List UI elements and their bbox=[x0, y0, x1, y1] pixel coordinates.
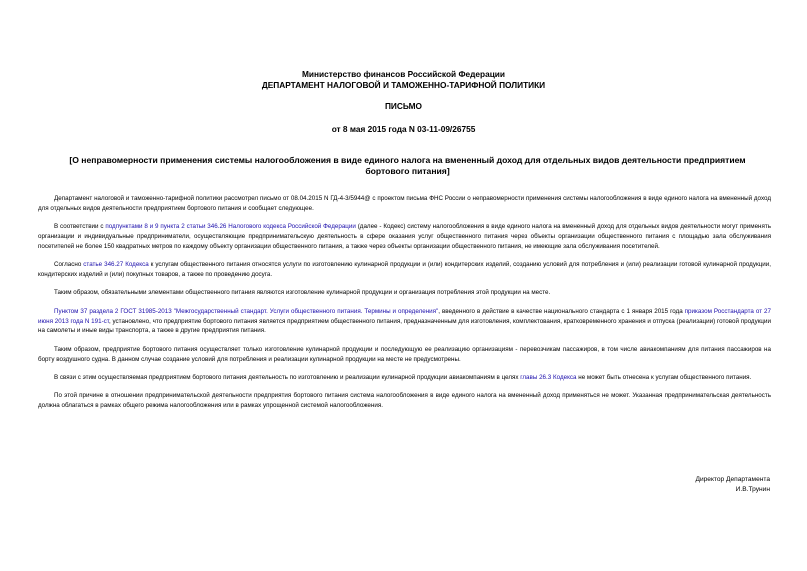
department-name: ДЕПАРТАМЕНТ НАЛОГОВОЙ И ТАМОЖЕННО-ТАРИФНОЙ ПОЛИТИКИ bbox=[261, 80, 546, 90]
paragraph-2: В соответствии с подпунктами 8 и 9 пункта 2 статьи 346.26 Налогового кодекса Российской Федерации (далее - Кодекс) систему налогообложения в виде единого налога на вмененный доход для отдельных видов деятельности могут применять организации и индивидуальные предприниматели, осуществляющие предпринимательскую деятельность в сфере оказания услуг общественного питания через объекты организации общественного питания с площадью зала обслуживания посетителей не более 150 квадратных метров по каждому объекту организации общественного питания, а также через объекты организации общественного питания, не имеющие зала обслуживания посетителей. bbox=[38, 223, 771, 250]
paragraph-1: Департамент налоговой и таможенно-тарифной политики рассмотрел письмо от 08.04.2015 N ГД-4-3/5944@ с проектом письма ФНС России о неправомерности применения системы налогообложения в виде единого налога на вмененный доход для отдельных видов деятельности предприятием бортового питания и сообщает следующее. bbox=[38, 195, 771, 212]
document-header bbox=[0, 69, 807, 91]
signatory-name: И.В.Трунин bbox=[735, 486, 770, 494]
tax-code-chapter-26-3-link[interactable]: главы 26.3 Кодекса bbox=[520, 373, 577, 381]
paragraph-7: В связи с этим осуществляемая предприятием бортового питания деятельность по изготовлению и реализации кулинарной продукции авиакомпаниям в целях главы 26.3 Кодекса не может быть отнесена к услугам общественного питания. bbox=[54, 373, 752, 381]
paragraph-6: Таким образом, предприятие бортового питания осуществляет только изготовление кулинарной продукции и последующую ее реализацию организациям - перевозчикам пассажиров, в том числе авиакомпаниям для питания пассажиров на борту воздушного судна. В данном случае создание условий для потребления и реализации кулинарной продукции на месте не предусмотрены. bbox=[38, 345, 771, 363]
tax-code-article-346-27-link[interactable]: статье 346.27 Кодекса bbox=[83, 261, 149, 269]
signature-block bbox=[695, 475, 770, 496]
gost-31985-2013-link[interactable]: Пунктом 37 раздела 2 ГОСТ 31985-2013 "Межгосударственный стандарт. Услуги общественного питания. Термины и определения" bbox=[54, 307, 439, 315]
paragraph-4: Таким образом, обязательными элементами общественного питания являются изготовление кулинарной продукции и организация потребления этой продукции на месте. bbox=[54, 289, 551, 297]
document-date-number: от 8 мая 2015 года N 03-11-09/26755 bbox=[331, 124, 476, 134]
signatory-position: Директор Департамента bbox=[695, 476, 770, 483]
ministry-name: Министерство финансов Российской Федерации bbox=[301, 69, 506, 79]
rosstandart-order-link[interactable]: приказом Росстандарта от 27 июня 2013 года N 191-ст bbox=[38, 307, 771, 325]
paragraph-3: Согласно статье 346.27 Кодекса к услугам общественного питания относятся услуги по изготовлению кулинарной продукции и (или) кондитерских изделий, созданию условий для потребления и (или) реализации готовой кулинарной продукции, кондитерских изделий и (или) покупных товаров, а также по проведению досуга. bbox=[38, 261, 771, 278]
document-type: ПИСЬМО bbox=[384, 101, 423, 111]
paragraph-8: По этой причине в отношении предпринимательской деятельности предприятия бортового питания система налогообложения в виде единого налога на вмененный доход применяться не может. Указанная предпринимательская деятельность должна облагаться в рамках общего режима налогообложения или в рамках упрощенной системой налогообложения. bbox=[38, 392, 771, 410]
tax-code-article-346-26-link[interactable]: подпунктами 8 и 9 пункта 2 статьи 346.26 Налогового кодекса Российской Федерации bbox=[105, 223, 356, 231]
paragraph-5: Пунктом 37 раздела 2 ГОСТ 31985-2013 "Межгосударственный стандарт. Услуги общественного питания. Термины и определения", введенного в действие в качестве национального стандарта с 1 января 2015 года приказом Росстандарта от 27 июня 2013 года N 191-ст, установлено, что предприятие бортового питания является предприятием общественного питания, предназначенным для изготовления, комплектования, кратковременного хранения и отпуска (реализации) готовой продукции на самолеты и иные виды транспорта, а также в другие предприятия питания. bbox=[38, 307, 771, 335]
document-body bbox=[38, 194, 771, 420]
document-title: [О неправомерности применения системы налогообложения в виде единого налога на вмененный доход для отдельных видов деятельности предприятием бортового питания] bbox=[69, 155, 746, 176]
